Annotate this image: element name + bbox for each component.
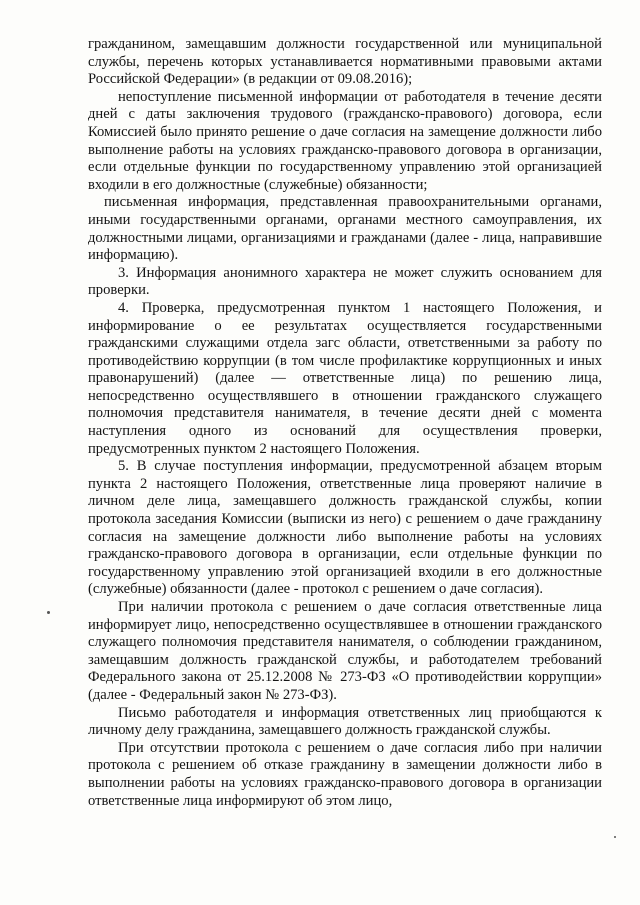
paragraph-5: 4. Проверка, предусмотренная пунктом 1 настоящего Положения, и информирование о ее результатах осуществляется государственными гражданскими служащими отдела загс области, ответственными за работу по противодействию коррупции (в том числе профилактике коррупционных и иных правонарушений) (далее — ответственные лица) по решению лица, непосредственно осуществлявшего в отношении гражданского служащего полномочия представителя нанимателя, в течение десяти дней с момента наступления одного из оснований для осуществления проверки, предусмотренных пунктом 2 настоящего Положения.	[88, 299, 602, 457]
document-body	[88, 36, 602, 810]
paragraph-6: 5. В случае поступления информации, предусмотренной абзацем вторым пункта 2 настоящего Положения, ответственные лица проверяют наличие в личном деле лица, замещавшего должность гражданской службы, копии протокола заседания Комиссии (выписки из него) с решением о даче гражданину согласия на замещение должности либо выполнение работы на условиях гражданско-правового договора в организации, если отдельные функции по государственному управлению этой организацией входили в его должностные (служебные) обязанности (далее - протокол с решением о даче согласия).	[88, 458, 602, 598]
paragraph-4: 3. Информация анонимного характера не может служить основанием для проверки.	[88, 264, 602, 299]
scan-speck	[614, 836, 616, 838]
paragraph-2: непоступление письменной информации от работодателя в течение десяти дней с даты заключения трудового (гражданско-правового) договора, если Комиссией было принято решение о даче согласия на замещение должности либо выполнение работы на условиях гражданско-правового договора в организации, если отдельные функции по государственному управлению этой организацией входили в его должностные (служебные) обязанности;	[88, 88, 602, 193]
paragraph-3: письменная информация, представленная правоохранительными органами, иными государственными органами, органами местного самоуправления, их должностными лицами, организациями и гражданами (далее - лица, направившие информацию).	[88, 194, 602, 264]
paragraph-7: При наличии протокола с решением о даче согласия ответственные лица информирует лицо, непосредственно осуществлявшее в отношении гражданского служащего полномочия представителя нанимателя, о соблюдении гражданином, замещавшим должность гражданской службы, и работодателем требований Федерального закона от 25.12.2008 № 273-ФЗ «О противодействии коррупции» (далее - Федеральный закон № 273-ФЗ).	[88, 599, 602, 703]
paragraph-8: Письмо работодателя и информация ответственных лиц приобщаются к личному делу гражданина, замещавшего должность гражданской службы.	[88, 704, 602, 739]
paragraph-9: При отсутствии протокола с решением о даче согласия либо при наличии протокола с решением об отказе гражданину в замещении должности либо в выполнении работы на условиях гражданско-правового договора в организации ответственные лица информируют об этом лицо,	[88, 739, 602, 809]
scan-speck	[47, 611, 50, 614]
paragraph-1: гражданином, замещавшим должности государственной или муниципальной службы, перечень которых устанавливается нормативными правовыми актами Российской Федерации» (в редакции от 09.08.2016);	[88, 36, 602, 88]
